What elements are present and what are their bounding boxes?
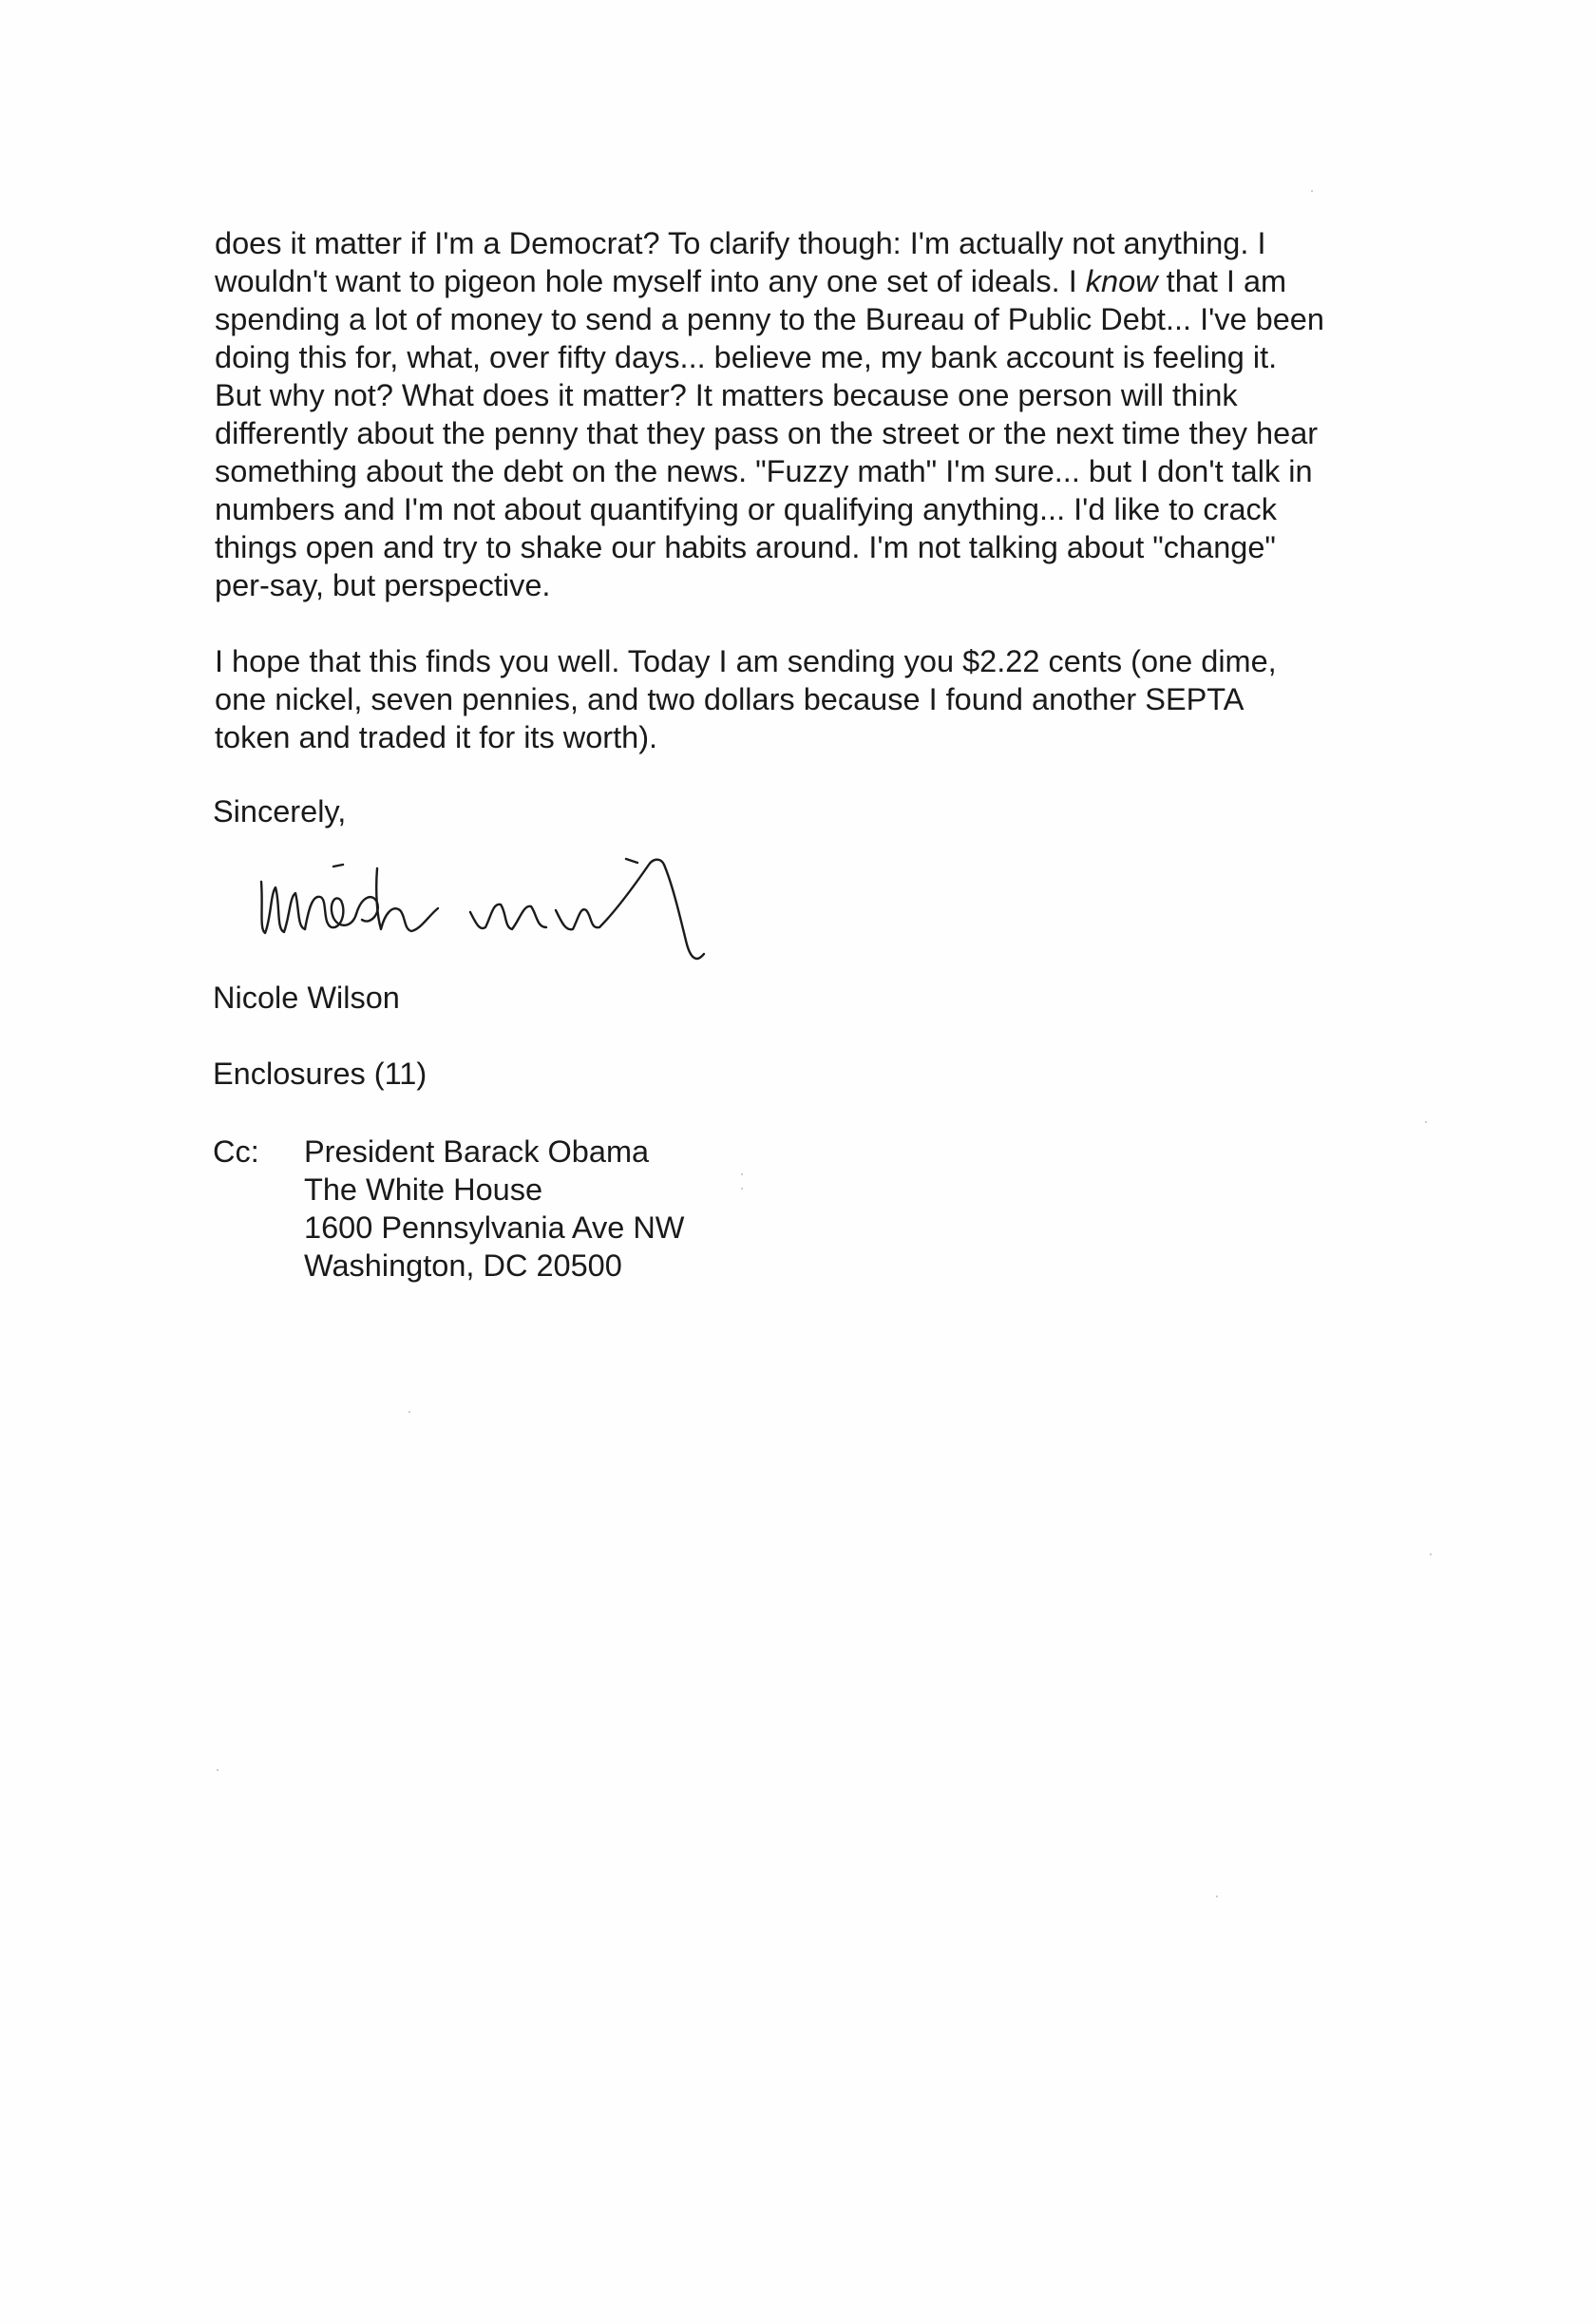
scan-speck <box>741 1188 743 1190</box>
cc-street-address: 1600 Pennsylvania Ave NW <box>304 1210 685 1245</box>
text-line <box>215 642 1393 680</box>
letter-body <box>215 224 1393 756</box>
scan-speck <box>1311 190 1313 192</box>
scan-speck <box>741 1173 743 1175</box>
text-line <box>215 414 1393 452</box>
text-line <box>215 490 1393 528</box>
text-line <box>215 680 1393 718</box>
text-line <box>215 224 1393 262</box>
line-text: doing this for, what, over fifty days... believe me, my bank account is feeling it. <box>215 340 1278 374</box>
line-text: spending a lot of money to send a penny to the Bureau of Public Debt... I've been <box>215 302 1324 336</box>
text-line <box>215 718 1393 756</box>
line-text: wouldn't want to pigeon hole myself into any one set of ideals. I <box>215 264 1086 298</box>
text-line <box>215 452 1393 490</box>
signer-name: Nicole Wilson <box>213 981 400 1015</box>
line-text: one nickel, seven pennies, and two dollars because I found another SEPTA <box>215 682 1244 716</box>
text-line <box>215 376 1393 414</box>
text-line <box>215 262 1393 300</box>
line-text: numbers and I'm not about quantifying or qualifying anything... I'd like to crack <box>215 492 1278 526</box>
line-text: things open and try to shake our habits around. I'm not talking about "change" <box>215 530 1276 564</box>
text-line <box>215 300 1393 338</box>
handwritten-signature <box>242 817 888 983</box>
cc-address-block <box>304 1133 684 1285</box>
scan-speck <box>1425 1121 1427 1123</box>
cc-city-state-zip: Washington, DC 20500 <box>304 1248 622 1283</box>
paragraph-2 <box>215 642 1393 756</box>
scan-speck <box>217 1769 218 1771</box>
text-line <box>215 338 1393 376</box>
text-line <box>215 528 1393 566</box>
line-text: I hope that this finds you well. Today I am sending you $2.22 cents (one dime, <box>215 644 1277 678</box>
emphasized-text: know <box>1085 264 1158 298</box>
closing-salutation: Sincerely, <box>213 794 347 829</box>
line-text: that I am <box>1157 264 1287 298</box>
scan-speck <box>408 1411 410 1413</box>
line-text: token and traded it for its worth). <box>215 720 658 754</box>
paragraph-spacer <box>215 604 1393 642</box>
text-line <box>215 566 1393 604</box>
cc-recipient-org: The White House <box>304 1172 543 1207</box>
line-text: per-say, but perspective. <box>215 568 551 602</box>
line-text: does it matter if I'm a Democrat? To clarify though: I'm actually not anything. I <box>215 226 1266 260</box>
cc-label: Cc: <box>213 1134 259 1169</box>
line-text: something about the debt on the news. "Fuzzy math" I'm sure... but I don't talk in <box>215 454 1313 488</box>
scan-speck <box>1216 1895 1218 1897</box>
line-text: differently about the penny that they pass on the street or the next time they hear <box>215 416 1319 450</box>
paragraph-1 <box>215 224 1393 604</box>
cc-recipient-name: President Barack Obama <box>304 1134 650 1169</box>
scan-speck <box>1430 1553 1432 1555</box>
line-text: But why not? What does it matter? It matters because one person will think <box>215 378 1238 412</box>
enclosures-note: Enclosures (11) <box>213 1057 428 1091</box>
